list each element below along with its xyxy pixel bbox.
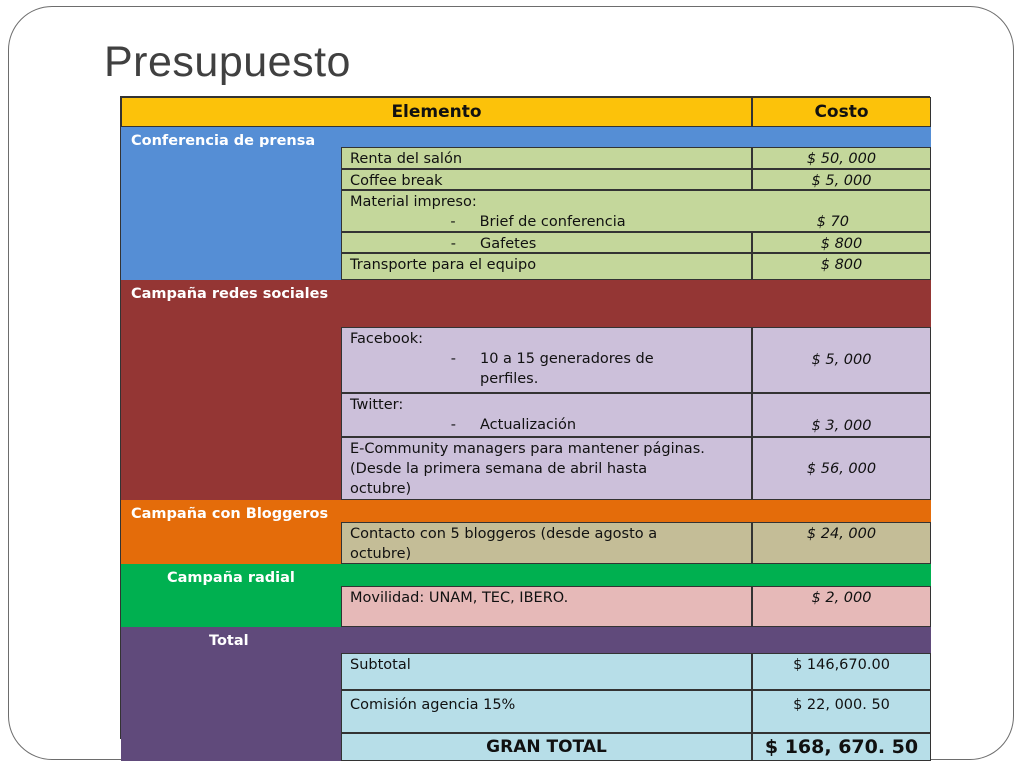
header-element: Elemento <box>121 97 752 127</box>
item-brief-row <box>350 212 922 232</box>
slide-title: Presupuesto <box>104 38 351 86</box>
item-transporte-cost: $ 800 <box>752 253 931 280</box>
budget-table <box>120 96 930 758</box>
item-gafetes-cost: $ 800 <box>752 232 931 253</box>
gran-total-label: GRAN TOTAL <box>341 733 752 761</box>
item-twitter-text: Actualización <box>480 417 577 433</box>
header-cost: Costo <box>752 97 931 127</box>
comision-value: $ 22, 000. 50 <box>752 690 931 733</box>
section-block-redes <box>121 302 341 500</box>
section-label-redes: Campaña redes sociales <box>131 286 329 302</box>
section-label-radial: Campaña radial <box>167 570 295 586</box>
item-brief-cost: $ 70 <box>816 214 849 230</box>
item-coffee-desc: Coffee break <box>341 169 752 190</box>
item-twitter-dash: - <box>450 417 456 433</box>
item-ecm-line2: (Desde la primera semana de abril hasta <box>350 461 648 477</box>
subtotal-value: $ 146,670.00 <box>752 653 931 690</box>
section-block-bloggeros <box>121 522 341 564</box>
item-transporte-desc: Transporte para el equipo <box>341 253 752 280</box>
item-gafetes-desc: Gafetes <box>480 236 537 252</box>
item-bloggeros-line2: octubre) <box>350 546 412 562</box>
section-band-bloggeros <box>121 500 931 522</box>
comision-label: Comisión agencia 15% <box>341 690 752 733</box>
section-label-bloggeros: Campaña con Bloggeros <box>131 506 329 522</box>
item-facebook-cost: $ 5, 000 <box>752 327 931 393</box>
item-ecm-line3: octubre) <box>350 481 412 497</box>
gran-total-value: $ 168, 670. 50 <box>752 733 931 761</box>
section-block-radial <box>121 586 341 627</box>
section-block-total <box>121 653 341 761</box>
section-band-prensa <box>121 127 931 147</box>
section-gap-redes <box>341 302 931 327</box>
item-bloggeros-line1: Contacto con 5 bloggeros (desde agosto a <box>350 526 658 542</box>
item-facebook-dash: - <box>450 351 456 367</box>
item-material <box>341 190 931 232</box>
item-twitter-detail <box>350 415 743 435</box>
subtotal-label: Subtotal <box>341 653 752 690</box>
item-facebook-line2: perfiles. <box>480 371 539 387</box>
section-label-total: Total <box>209 633 249 649</box>
section-block-prensa <box>121 147 341 280</box>
item-gafetes-row <box>341 232 752 253</box>
item-coffee-cost: $ 5, 000 <box>752 169 931 190</box>
item-renta-cost: $ 50, 000 <box>752 147 931 169</box>
item-facebook-title: Facebook: <box>350 331 424 347</box>
item-ecm-line1: E-Community managers para mantener páginas. <box>350 441 705 457</box>
item-ecm-desc <box>341 437 752 500</box>
item-renta-desc: Renta del salón <box>341 147 752 169</box>
item-facebook-desc <box>341 327 752 393</box>
item-twitter-desc <box>341 393 752 437</box>
section-band-total <box>121 627 931 653</box>
item-brief-dash: - <box>450 214 456 230</box>
item-brief-desc: Brief de conferencia <box>479 214 626 230</box>
item-twitter-cost: $ 3, 000 <box>752 393 931 437</box>
item-facebook-text <box>480 349 654 389</box>
item-radial-cost: $ 2, 000 <box>752 586 931 627</box>
item-bloggeros-cost: $ 24, 000 <box>752 522 931 564</box>
item-bloggeros-desc <box>341 522 752 564</box>
item-radial-desc: Movilidad: UNAM, TEC, IBERO. <box>341 586 752 627</box>
section-band-radial <box>121 564 931 586</box>
item-gafetes-dash: - <box>450 236 456 252</box>
item-facebook-detail <box>350 349 743 389</box>
item-material-title: Material impreso: <box>350 194 477 210</box>
item-facebook-line1: 10 a 15 generadores de <box>480 351 654 367</box>
item-twitter-title: Twitter: <box>350 397 404 413</box>
item-ecm-cost: $ 56, 000 <box>752 437 931 500</box>
section-band-redes <box>121 280 931 302</box>
section-label-prensa: Conferencia de prensa <box>131 133 316 147</box>
